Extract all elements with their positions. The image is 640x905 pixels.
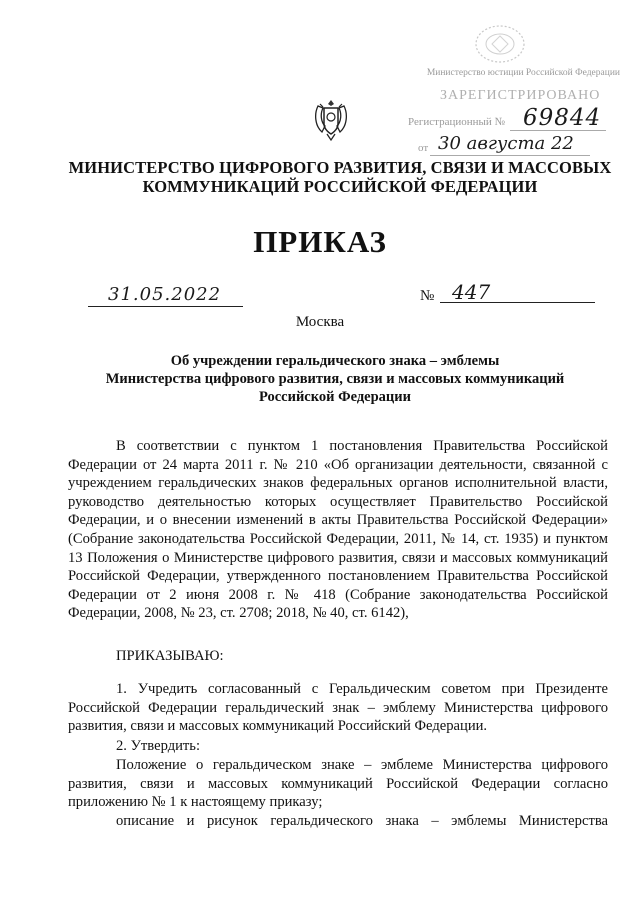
stamp-date-underline [430,155,590,156]
order-date: 31.05.2022 [108,284,222,305]
item-1-paragraph: 1. Учредить согласованный с Геральдическим советом при Президенте Российской Федерации геральдический знак – эмблему Министерства цифрового развития, связи и массовых коммуникаций Российский Федерации. [68,681,608,735]
city: Москва [295,314,345,330]
item-2a-paragraph: Положение о геральдическом знаке – эмблеме Министерства цифрового развития, связи и массовых коммуникаций Российской Федерации согласно приложению № 1 к настоящему приказу; [68,757,608,811]
order-date-underline [88,306,243,307]
stamp-reg-date: 30 августа 22 [438,133,574,154]
stamp-reg-number: 69844 [523,105,602,131]
stamp-registered: ЗАРЕГИСТРИРОВАНО [440,88,601,103]
ministry-title-line2: КОММУНИКАЦИЙ РОССИЙСКОЙ ФЕДЕРАЦИИ [142,177,538,196]
item-2b-paragraph: описание и рисунок геральдического знака – эмблемы Министерства [116,813,608,829]
order-word: ПРИКАЗЫВАЮ: [116,648,224,664]
stamp-seal-icon [470,22,530,66]
order-number-label: № [420,288,435,304]
order-subject-line1: Об учреждении геральдического знака – эмблемы [170,353,500,369]
russian-coat-of-arms-icon [312,96,350,142]
stamp-date-label: от [418,142,429,154]
order-subject-line2: Министерства цифрового развития, связи и массовых коммуникаций [105,371,565,387]
order-subject-line3: Российской Федерации [258,389,411,405]
stamp-ministry-line: Министерство юстиции Российской Федерации [426,68,620,78]
preamble-paragraph: В соответствии с пунктом 1 постановления Правительства Российской Федерации от 24 марта 2011 г. № 210 «Об организации деятельности, связанной с учреждением геральдических знаков федеральных органов исполнительной власти, руководство деятельностью которых осуществляет Правительство Российской Федерации, и о внесении изменений в акты Правительства Российской Федерации» (Собрание законодательства Российской Федерации, 2011, № 14, ст. 1935) и пунктом 13 Положения о Министерстве цифрового развития, связи и массовых коммуникаций Российской Федерации, утвержденного постановлением Правительства Российской Федерации от 2 июня 2008 г. № 418 (Собрание законодательства Российской Федерации, 2008, № 23, ст. 2708; 2018, № 40, ст. 6142), [68,438,608,622]
ministry-title [60,158,620,196]
stamp-reg-underline [510,130,606,131]
item-2-paragraph: 2. Утвердить: [116,738,201,754]
order-number-underline [440,302,595,303]
order-number: 447 [452,280,491,304]
order-subject [95,352,575,406]
stamp-reg-label: Регистрационный № [408,116,506,128]
document-type: ПРИКАЗ [253,224,387,259]
ministry-title-line1: МИНИСТЕРСТВО ЦИФРОВОГО РАЗВИТИЯ, СВЯЗИ И МАССОВЫХ [68,158,612,177]
